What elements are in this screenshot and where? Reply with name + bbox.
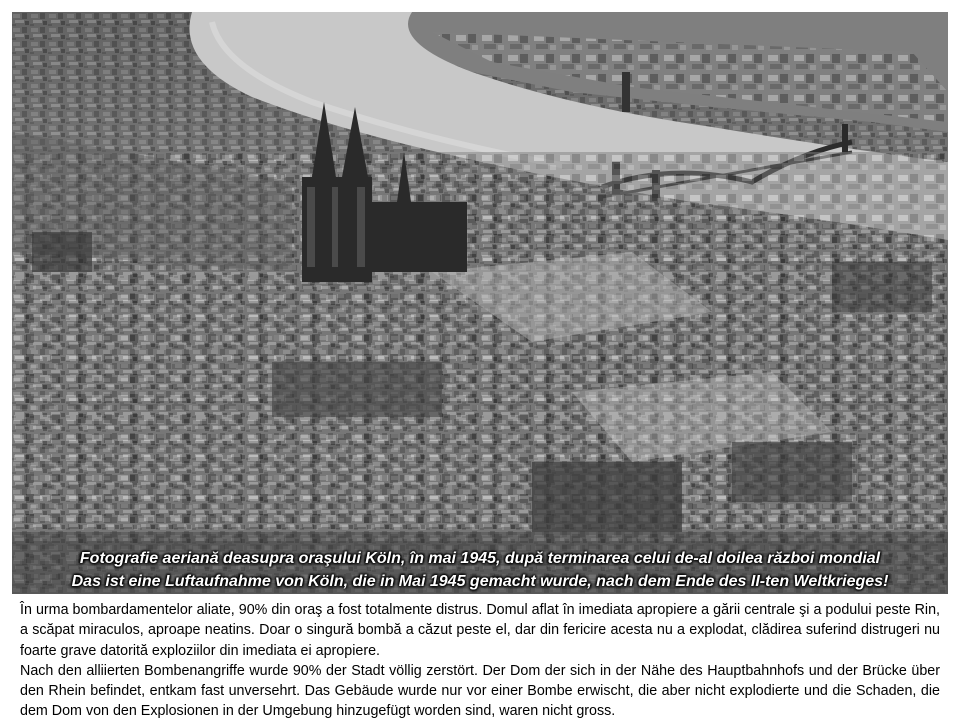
photo-caption: [0, 547, 960, 593]
caption-romanian: Fotografie aeriană deasupra oraşului Köln, în mai 1945, după terminarea celui de-al doilea război mondial: [79, 550, 881, 567]
aerial-photo-cologne-1945: [12, 12, 948, 594]
paragraph-german: Nach den alliierten Bombenangriffe wurde 90% der Stadt völlig zerstört. Der Dom der sich in der Nähe des Hauptbahnhofs und der Brücke über den Rhein befindet, entkam fast unversehrt. Das Gebäude wurde nur vor einer Bombe erwischt, die aber nicht explodierte und die Schaden, die dem Dom von den Explosionen in der Umgebung hinzugefügt worden sind, waren nicht gross.: [20, 662, 940, 720]
caption-german: Das ist eine Luftaufnahme von Köln, die in Mai 1945 gemacht wurde, nach dem Ende des II-ten Weltkrieges!: [71, 573, 889, 590]
body-text: [20, 600, 940, 722]
paragraph-romanian: În urma bombardamentelor aliate, 90% din oraş a fost totalmente distrus. Domul aflat în imediata apropiere a gării centrale şi a podului peste Rin, a scăpat miraculos, aproape neatins. Doar o singură bombă a căzut peste el, dar din fericire acesta nu a explodat, clădirea suferind distrugeri nu foarte grave datorită exploziilor din imediata ei apropiere.: [20, 602, 940, 659]
